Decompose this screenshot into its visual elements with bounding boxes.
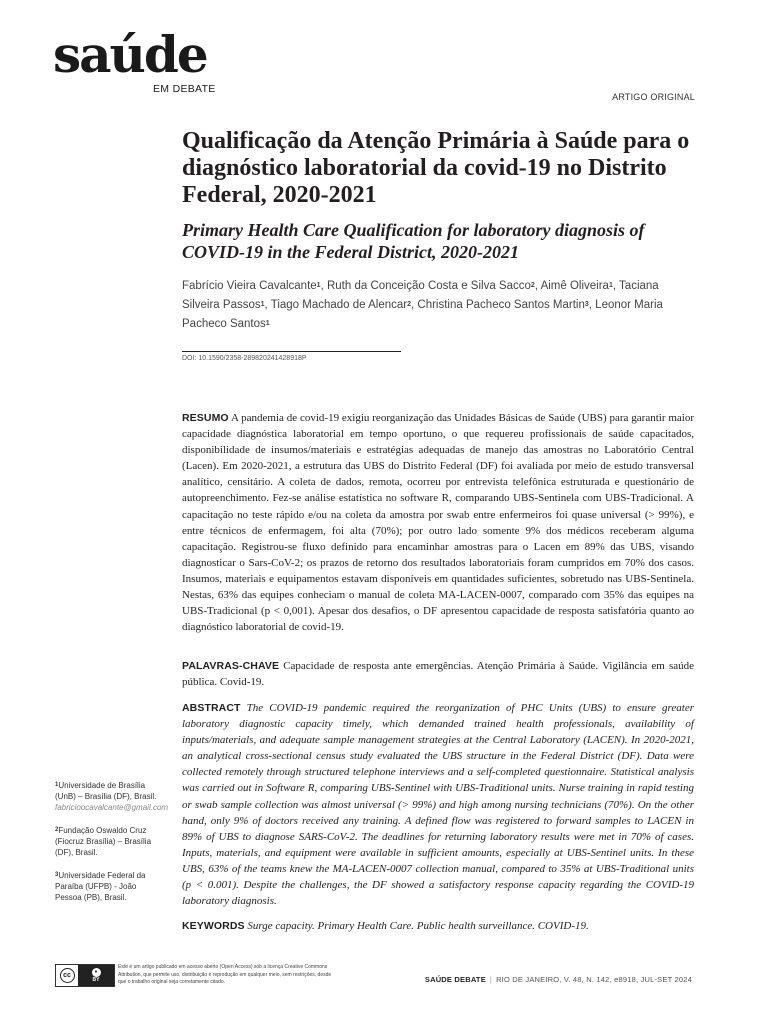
- author-name: Aimê Oliveira: [540, 280, 609, 292]
- journal-logo-main: saúde: [53, 25, 207, 84]
- creative-commons-by-icon[interactable]: [55, 964, 115, 987]
- affiliation-text: Fundação Oswaldo Cruz (Fiocruz Brasília) – Brasília (DF), Brasil.: [55, 826, 152, 857]
- journal-logo: [53, 25, 233, 95]
- author-name: Leonor Maria Pacheco Santos: [182, 299, 663, 330]
- author-name: Ruth da Conceição Costa e Silva Sacco: [326, 280, 531, 292]
- author-affil-number: 1: [265, 320, 270, 327]
- person-icon: •: [92, 968, 101, 977]
- author-affil-number: 2: [530, 282, 535, 289]
- by-label: BY: [92, 977, 100, 983]
- by-symbol: [78, 965, 114, 986]
- abstract-label: ABSTRACT: [182, 702, 241, 714]
- author-affil-number: 3: [584, 301, 589, 308]
- abstract-paragraph: [182, 700, 694, 909]
- keywords-label: KEYWORDS: [182, 920, 245, 932]
- affiliation-number: 1: [55, 782, 59, 788]
- doi-divider: [182, 351, 401, 352]
- author-name: Christina Pacheco Santos Martin: [417, 299, 585, 311]
- affiliations: [55, 780, 169, 915]
- keywords-text: Surge capacity. Primary Health Care. Public health surveillance. COVID-19.: [247, 920, 589, 932]
- page-footer: [425, 975, 692, 984]
- affiliation-item: [55, 780, 169, 813]
- author-email-link[interactable]: fabricioocavalcante@gmail.com: [55, 803, 169, 812]
- author-affil-number: 1: [316, 282, 321, 289]
- article-subtitle: Primary Health Care Qualification for laboratory diagnosis of COVID-19 in the Federal District, 2020-2021: [182, 220, 645, 262]
- journal-logo-sub: EM DEBATE: [153, 83, 216, 95]
- resumo-text: A pandemia de covid-19 exigiu reorganização das Unidades Básicas de Saúde (UBS) para garantir maior capacidade diagnóstica laboratorial em tempo oportuno, o que requereu profissionais de saúde capacitados, disponibilidade de insumos/materiais e estratégias adequadas de manejo das amostras no Laboratório Central (Lacen). Em 2020-2021, a estrutura das UBS do Distrito Federal (DF) foi avaliada por meio de estudo transversal analítico, censitário. A coleta de dados, remota, ocorreu por entrevista telefônica estruturada e questionário de autopreenchimento. Fez-se análise estatística no software R, comparando UBS-Sentinela com UBS-Tradicional. A capacitação no teste rápido e/ou na coleta da amostra por swab entre enfermeiros foi quase universal (> 99%), e entre técnicos de enfermagem, foi alta (70%); por outro lado somente 9% dos médicos receberam alguma capacitação. Registrou-se fluxo definido para encaminhar amostras para o Lacen em 89% das UBS, visando diagnosticar o Sars-CoV-2; os prazos de retorno dos resultados laboratoriais foram cumpridos em 70% dos casos. Insumos, materiais e equipamentos estavam disponíveis em quantidades suficientes, sobretudo nas UBS-Sentinela. Nestas, 63% das equipes conheciam o manual de coleta MA-LACEN-0007, comparado com 35% das equipes na UBS-Tradicional (p < 0,001). Apesar dos desafios, o DF apresentou capacidade de resposta satisfatória quanto ao diagnóstico laboratorial de covid-19.: [182, 412, 694, 634]
- author-affil-number: 2: [407, 301, 412, 308]
- keywords-paragraph: [182, 918, 694, 934]
- author-name: Taciana Silveira Passos: [182, 280, 659, 311]
- author-name: Tiago Machado de Alencar: [270, 299, 408, 311]
- palavras-chave-paragraph: [182, 658, 694, 690]
- cc-symbol: cc: [56, 965, 78, 986]
- footer-citation: RIO DE JANEIRO, V. 48, N. 142, e8918, JUL-SET 2024: [496, 975, 692, 984]
- author-affil-number: 1: [608, 282, 613, 289]
- palavras-chave-text: Capacidade de resposta ante emergências. Atenção Primária à Saúde. Vigilância em saúde pública. Covid-19.: [182, 660, 694, 689]
- author-name: Fabrício Vieira Cavalcante: [182, 280, 317, 292]
- affiliation-text: Universidade Federal da Paraíba (UFPB) - João Pessoa (PB), Brasil.: [55, 871, 146, 902]
- section-label: ARTIGO ORIGINAL: [612, 92, 695, 102]
- article-title: Qualificação da Atenção Primária à Saúde para o diagnóstico laboratorial da covid-19 no Distrito Federal, 2020-2021: [182, 128, 690, 208]
- affiliation-item: [55, 870, 165, 903]
- abstract-text: The COVID-19 pandemic required the reorganization of PHC Units (UBS) to ensure greater laboratory diagnostic capacity timely, which demanded trained health professionals, availability of inputs/materials, and adequate sample management strategies at the Central Laboratory (LACEN). In 2020-2021, an analytical cross-sectional census study evaluated the UBS structure in the Federal District (DF). Data were collected remotely through structured telephone interviews and a self-completed questionnaire. Statistical analysis was carried out in Software R, comparing UBS-Sentinel with UBS-Traditional units. Nurse training in rapid testing or swab sample collection was almost universal (> 99%) and high among nursing technicians (70%). On the other hand, only 9% of doctors received any training. A defined flow was registered to forward samples to LACEN in 89% of UBS to diagnose SARS-CoV-2. The deadlines for returning laboratory results were met in 70% of cases. Inputs, materials, and equipment were available in sufficient amounts, especially at UBS-Sentinel units. In these UBS, 63% of the teams knew the MA-LACEN-0007 collection manual, compared to 35% at UBS-Traditional units (p < 0.001). Despite the challenges, the DF showed a satisfactory response capacity regarding the COVID-19 laboratory diagnosis.: [182, 702, 695, 908]
- license-text: Este é um artigo publicado em acesso aberto (Open Access) sob a licença Creative Commons Attribution, que permite uso, distribuição e reprodução em qualquer meio, sem restrições, desde que o trabalho original seja corretamente citado.: [118, 964, 332, 985]
- footer-journal-name: SAÚDE DEBATE: [424, 975, 486, 984]
- resumo-label: RESUMO: [182, 412, 229, 424]
- affiliation-text: Universidade de Brasília (UnB) – Brasília (DF), Brasil.: [55, 781, 157, 801]
- author-list: Fabrício Vieira Cavalcante$^1$, Ruth da Conceição Costa e Silva Sacco$^2$, Aimê Oliveira$^1$, Taciana Silveira Passos$^1$, Tiago Machado de Alencar$^2$, Christina Pacheco Santos Martin$^3$, Leonor Maria Pacheco Santos$^1$: [182, 280, 663, 330]
- resumo-paragraph: [182, 410, 694, 635]
- affiliation-number: 2: [55, 827, 59, 833]
- affiliation-item: [55, 825, 165, 858]
- palavras-chave-label: PALAVRAS-CHAVE: [182, 660, 280, 672]
- footer-separator: |: [489, 975, 493, 984]
- author-affil-number: 1: [260, 301, 265, 308]
- doi-link[interactable]: DOI: 10.1590/2358-289820241428918P: [182, 355, 307, 362]
- affiliation-number: 3: [55, 872, 59, 878]
